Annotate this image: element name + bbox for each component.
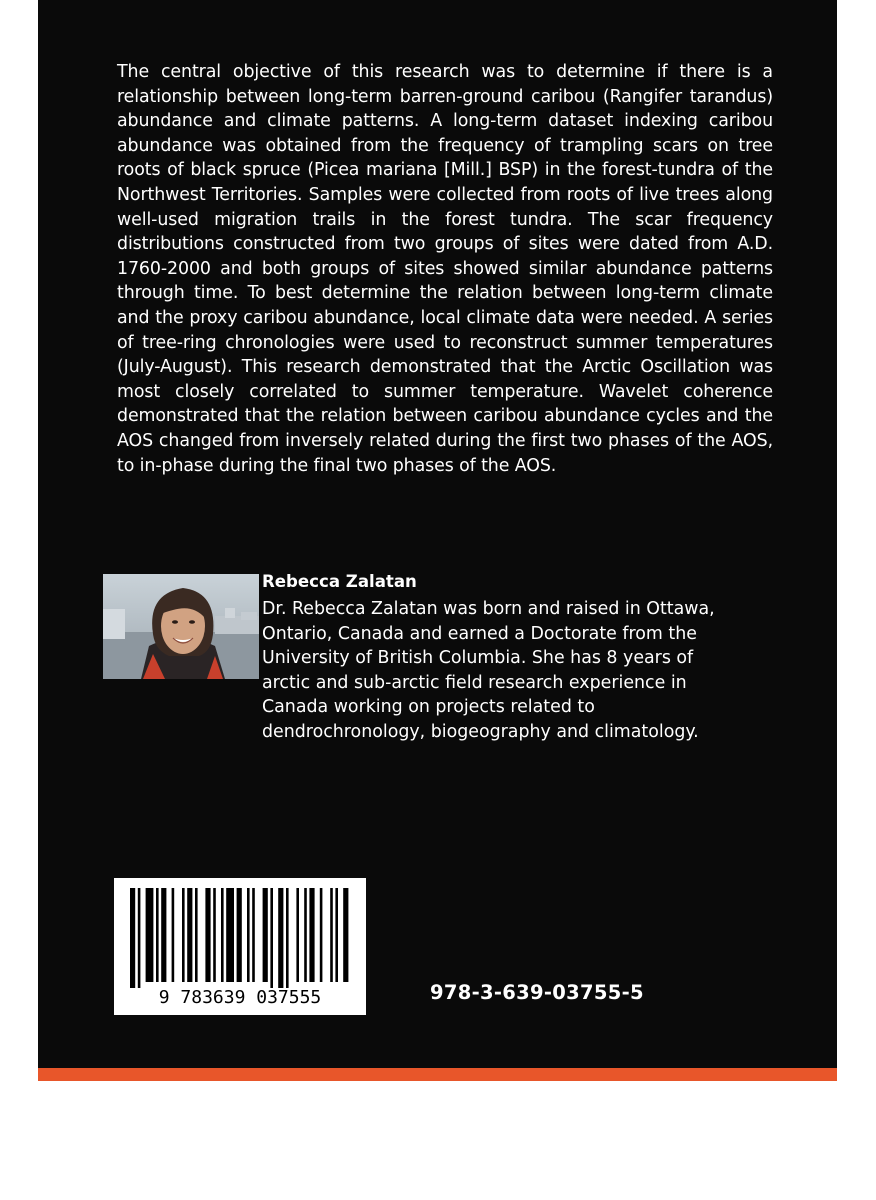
author-portrait-icon: [103, 574, 259, 679]
author-bio: Dr. Rebecca Zalatan was born and raised in Ottawa, Ontario, Canada and earned a Doctorate from the University of British Columbia. She has 8 years of arctic and sub-arctic field research experience in Canada working on projects related to dendrochronology, biogeography and climatology.: [262, 599, 715, 742]
barcode-bar: [187, 888, 192, 982]
barcode-bar: [138, 888, 141, 988]
barcode-bar: [320, 888, 323, 982]
author-photo: [103, 574, 259, 679]
barcode-bar: [221, 888, 224, 982]
barcode-bar: [182, 888, 185, 982]
barcode-bar: [156, 888, 159, 982]
barcode-bar: [130, 888, 135, 988]
isbn-number: 978-3-639-03755-5: [430, 981, 644, 1004]
isbn-barcode: [114, 878, 366, 1015]
barcode-bar: [237, 888, 242, 982]
barcode-bar: [172, 888, 175, 982]
abstract-text: The central objective of this research was to determine if there is a relationship between long-term barren-ground caribou (Rangifer tarandus) abundance and climate patterns. A long-term dataset indexing caribou abundance was obtained from the frequency of trampling scars on tree roots of black spruce (Picea mariana [Mill.] BSP) in the forest-tundra of the Northwest Territories. Samples were collected from roots of live trees along well-used migration trails in the forest tundra. The scar frequency distributions constructed from two groups of sites were dated from A.D. 1760-2000 and both groups of sites showed similar abundance patterns through time. To best determine the relation between long-term climate and the proxy caribou abundance, local climate data were needed. A series of tree-ring chronologies were used to reconstruct summer temperatures (July-August). This research demonstrated that the Arctic Oscillation was most closely correlated to summer temperature. Wavelet coherence demonstrated that the relation between caribou abundance cycles and the AOS changed from inversely related during the first two phases of the AOS, to in-phase during the final two phases of the AOS.: [117, 62, 773, 476]
barcode-bar: [213, 888, 216, 982]
barcode-bar: [263, 888, 268, 982]
barcode-bar: [252, 888, 255, 982]
barcode-bar: [309, 888, 314, 982]
author-name: Rebecca Zalatan: [262, 572, 417, 591]
barcode-bar: [195, 888, 198, 982]
barcode-bars: [114, 878, 366, 1015]
barcode-bar: [146, 888, 154, 982]
barcode-bar: [278, 888, 283, 988]
barcode-bar: [161, 888, 166, 982]
barcode-bar: [226, 888, 234, 982]
barcode-digits: 9 783639 037555: [158, 987, 322, 1008]
accent-stripe: [38, 1068, 837, 1081]
barcode-bar: [247, 888, 250, 982]
barcode-bar: [286, 888, 289, 988]
barcode-bar: [296, 888, 299, 982]
barcode-bar: [343, 888, 348, 982]
barcode-bar: [205, 888, 210, 982]
barcode-bar: [270, 888, 273, 988]
barcode-bar: [304, 888, 307, 982]
barcode-bar: [330, 888, 333, 982]
barcode-bar: [335, 888, 338, 982]
